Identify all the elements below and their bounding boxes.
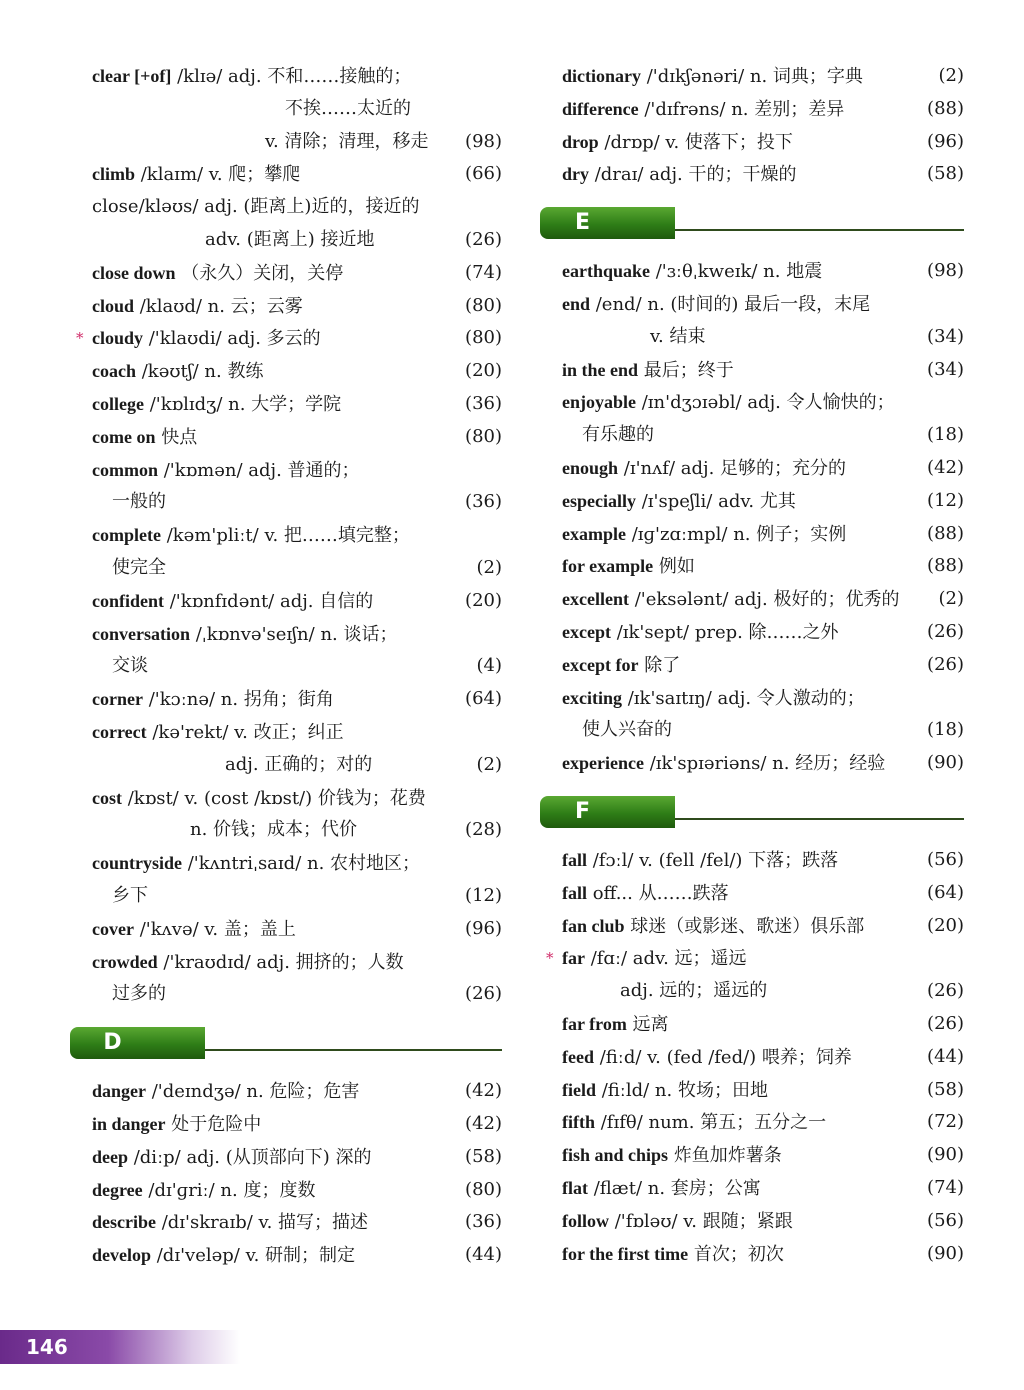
entry-text: flat /flæt/ n. 套房；公寓 [562,1177,761,1199]
page-reference: (20) [465,589,502,611]
page-reference: (36) [465,392,502,414]
entry-text: experience /ɪk'spɪəriəns/ n. 经历；经验 [562,753,886,775]
glossary-entry-line [540,93,970,126]
glossary-entry-line [70,290,508,323]
glossary-entry-line [540,975,970,1008]
glossary-entry-line [540,321,970,354]
glossary-entry-line [70,782,508,815]
glossary-entry-line [540,747,970,780]
section-letter-tab [540,207,675,239]
glossary-entry-line [540,386,970,419]
page-reference: (2) [476,753,502,775]
glossary-entry-line [540,583,970,616]
entry-text: 一般的 [112,491,166,513]
glossary-entry-line [540,877,970,910]
glossary-entry-line [540,518,970,551]
entry-text: fish and chips 炸鱼加炸薯条 [562,1145,782,1167]
entry-text: cloudy /'klaʊdi/ adj. 多云的 [92,328,321,350]
glossary-entry-line [70,519,508,552]
page-reference: (4) [476,655,502,677]
section-header-f [540,788,970,836]
entry-text: fall /fɔːl/ v. (fell /fel/) 下落；跌落 [562,849,839,871]
glossary-entry-line [540,682,970,715]
entry-text: dictionary /'dɪkʃənəri/ n. 词典；字典 [562,66,863,87]
glossary-entry-line [540,1172,970,1205]
page-reference: (72) [927,1111,964,1133]
asterisk-marker: * [546,949,554,968]
asterisk-marker: * [76,329,84,348]
page-reference: (66) [465,163,502,185]
page-reference: (98) [927,260,964,282]
entry-text: cost /kɒst/ v. (cost /kɒst/) 价钱为；花费 [92,787,426,809]
left-column [70,60,508,1272]
page-reference: (96) [465,917,502,939]
glossary-entry-line [540,1238,970,1271]
page-reference: (42) [465,1080,502,1102]
page-reference: (26) [465,228,502,250]
glossary-entry-line [70,683,508,716]
glossary-entry-line [70,126,508,159]
glossary-entry-line [70,650,508,683]
glossary-entry-line [70,355,508,388]
glossary-entry-line [70,486,508,519]
entry-text: except /ɪk'sept/ prep. 除……之外 [562,621,839,643]
entry-text: crowded /'kraʊdɪd/ adj. 拥挤的；人数 [92,951,404,973]
page-reference: (90) [927,752,964,774]
page-reference: (36) [465,1211,502,1233]
section-letter-tab [540,796,675,828]
page-reference: (20) [927,914,964,936]
glossary-entry-line [70,1075,508,1108]
page-reference: (20) [465,360,502,382]
glossary-entry-line [540,1008,970,1041]
right-column [540,60,970,1270]
page-reference: (56) [927,848,964,870]
glossary-entry-line [70,1141,508,1174]
entry-text: v. 结束 [650,325,706,347]
entry-text: example /ɪɡ'zɑːmpl/ n. 例子；实例 [562,523,847,545]
page-reference: (98) [465,130,502,152]
page-reference: (90) [927,1242,964,1264]
glossary-entry-line [540,616,970,649]
entry-text: adv. (距离上) 接近地 [205,228,375,250]
entry-text: college /'kɒlɪdʒ/ n. 大学；学院 [92,393,342,415]
page-reference: (26) [927,620,964,642]
entry-text: end /end/ n. (时间的) 最后一段，末尾 [562,293,871,315]
page-reference: (88) [927,555,964,577]
entry-text: describe /dɪ'skraɪb/ v. 描写；描述 [92,1212,369,1234]
page-reference: (2) [938,588,964,610]
glossary-entry-line [540,1205,970,1238]
entry-text: 使人兴奋的 [582,719,672,741]
entry-text: fall off... 从……跌落 [562,882,729,904]
glossary-entry-line [540,126,970,159]
entry-text: difference /'dɪfrəns/ n. 差别；差异 [562,98,845,120]
entry-text: climb /klaɪm/ v. 爬；攀爬 [92,164,301,186]
glossary-entry-line [70,1239,508,1272]
page-reference: (12) [465,884,502,906]
section-header-d [70,1019,508,1067]
page-reference: (2) [938,65,964,86]
glossary-entry-line [70,257,508,290]
section-letter: D [103,1030,122,1056]
entry-text: deep /diːp/ adj. (从顶部向下) 深的 [92,1146,372,1168]
entry-text: fan club 球迷（或影迷、歌迷）俱乐部 [562,915,865,937]
section-letter: E [574,210,591,236]
glossary-entry-line [70,224,508,257]
glossary-entry-line [540,942,970,975]
glossary-entry-line [540,1041,970,1074]
entry-text: clear [+of] /klɪə/ adj. 不和……接触的； [92,66,412,87]
entry-text: 过多的 [112,983,166,1005]
glossary-entry-line [540,550,970,583]
page-reference: (58) [465,1145,502,1167]
entry-text: adj. 正确的；对的 [225,753,373,775]
entry-text: come on 快点 [92,426,198,448]
page-reference: (90) [927,1144,964,1166]
glossary-entry-line [70,913,508,946]
section-letter-tab [70,1027,205,1059]
entry-text: fifth /fɪfθ/ num. 第五；五分之一 [562,1112,827,1134]
glossary-entry-line [540,60,970,93]
page-reference: (2) [476,556,502,578]
glossary-entry-line [70,421,508,454]
page-reference: (34) [927,358,964,380]
page-reference: (42) [927,456,964,478]
entry-text: v. 清除；清理，移走 [265,130,429,152]
entry-text: corner /'kɔːnə/ n. 拐角；街角 [92,689,334,711]
entry-text: except for 除了 [562,654,681,676]
glossary-entry-line [70,814,508,847]
entry-text: coach /kəʊtʃ/ n. 教练 [92,361,264,383]
page-reference: (80) [465,327,502,349]
entry-text: excellent /'eksələnt/ adj. 极好的；优秀的 [562,589,900,611]
page-reference: (56) [927,1209,964,1231]
glossary-entry-line [540,288,970,321]
entry-text: far from 远离 [562,1013,669,1035]
glossary-entry-line [70,1174,508,1207]
page-reference: (58) [927,1078,964,1100]
entry-text: feed /fiːd/ v. (fed /fed/) 喂养；饲养 [562,1046,852,1068]
glossary-entry-line [70,454,508,487]
page-reference: (44) [465,1244,502,1266]
entry-text: drop /drɒp/ v. 使落下；投下 [562,131,793,153]
glossary-entry-line [70,1108,508,1141]
glossary-entry-line [70,585,508,618]
entry-text: field /fiːld/ n. 牧场；田地 [562,1079,768,1101]
entry-text: 乡下 [112,884,148,906]
glossary-entry-line [540,485,970,518]
glossary-entry-line [70,322,508,355]
page-reference: (74) [465,261,502,283]
glossary-entry-line [70,847,508,880]
page-reference: (26) [927,980,964,1002]
entry-text: close/kləʊs/ adj. (距离上)近的，接近的 [92,196,420,218]
page-number-bar [0,1330,240,1364]
page-reference: (44) [927,1045,964,1067]
entry-text: far /fɑː/ adv. 远；遥远 [562,948,747,970]
page-reference: (58) [927,163,964,185]
entry-text: enough /ɪ'nʌf/ adj. 足够的；充分的 [562,457,847,479]
page-reference: (42) [465,1112,502,1134]
glossary-entry-line [70,880,508,913]
entry-text: in the end 最后；终于 [562,359,734,381]
entry-text: close down （永久）关闭，关停 [92,262,344,284]
glossary-entry-line [540,452,970,485]
page-reference: (34) [927,325,964,347]
page-reference: (88) [927,522,964,544]
page-reference: (80) [465,294,502,316]
entry-text: countryside /'kʌntriˌsaɪd/ n. 农村地区； [92,853,421,875]
page-reference: (80) [465,1178,502,1200]
entry-text: correct /kə'rekt/ v. 改正；纠正 [92,721,344,743]
glossary-entry-line [70,388,508,421]
entry-text: conversation /ˌkɒnvə'seɪʃn/ n. 谈话； [92,623,398,645]
section-letter: F [574,798,591,824]
page-reference: (64) [465,688,502,710]
glossary-entry-line [70,93,508,126]
entry-text: common /'kɒmən/ adj. 普通的； [92,459,360,481]
page-reference: (80) [465,425,502,447]
glossary-entry-line [540,910,970,943]
entry-text: 有乐趣的 [582,424,654,446]
glossary-entry-line [70,158,508,191]
entry-text: cloud /klaʊd/ n. 云；云雾 [92,295,303,317]
page-number: 146 [26,1335,68,1359]
entry-text: 使完全 [112,556,166,578]
glossary-entry-line [70,1206,508,1239]
page-reference: (18) [927,719,964,741]
page-reference: (26) [465,983,502,1005]
glossary-entry-line [70,191,508,224]
glossary-entry-line [70,618,508,651]
glossary-entry-line [540,419,970,452]
glossary-entry-line [70,716,508,749]
glossary-entry-line [540,1074,970,1107]
page-reference: (36) [465,491,502,513]
page-reference: (64) [927,881,964,903]
entry-text: n. 价钱；成本；代价 [190,819,358,841]
glossary-entry-line [70,946,508,979]
entry-text: for the first time 首次；初次 [562,1243,784,1265]
page-reference: (26) [927,1012,964,1034]
entry-text: confident /'kɒnfɪdənt/ adj. 自信的 [92,590,374,612]
entry-text: in danger 处于危险中 [92,1113,262,1135]
entry-text: 不挨……太近的 [285,97,411,119]
glossary-entry-line [540,158,970,191]
glossary-entry-line [540,714,970,747]
glossary-entry-line [540,1139,970,1172]
page-reference: (26) [927,653,964,675]
glossary-entry-line [540,1106,970,1139]
glossary-entry-line [70,978,508,1011]
entry-text: follow /'fɒləʊ/ v. 跟随；紧跟 [562,1210,793,1232]
page-reference: (88) [927,97,964,119]
entry-text: earthquake /'ɜːθˌkweɪk/ n. 地震 [562,261,823,283]
entry-text: complete /kəm'pliːt/ v. 把……填完整； [92,525,410,547]
page-reference: (28) [465,819,502,841]
entry-text: exciting /ɪk'saɪtɪŋ/ adj. 令人激动的； [562,687,865,709]
entry-text: especially /ɪ'speʃli/ adv. 尤其 [562,490,796,512]
glossary-entry-line [540,255,970,288]
glossary-entry-line [70,60,508,93]
entry-text: adj. 远的；遥远的 [620,980,768,1002]
entry-text: develop /dɪ'veləp/ v. 研制；制定 [92,1245,356,1267]
glossary-entry-line [70,749,508,782]
entry-text: enjoyable /ɪn'dʒɔɪəbl/ adj. 令人愉快的； [562,392,895,414]
page-reference: (12) [927,489,964,511]
glossary-entry-line [70,552,508,585]
glossary-entry-line [540,649,970,682]
entry-text: 交谈 [112,655,148,677]
entry-text: dry /draɪ/ adj. 干的；干燥的 [562,164,797,186]
page-reference: (74) [927,1176,964,1198]
entry-text: degree /dɪ'ɡriː/ n. 度；度数 [92,1179,316,1201]
entry-text: cover /'kʌvə/ v. 盖；盖上 [92,918,296,940]
page-reference: (96) [927,130,964,152]
page-reference: (18) [927,424,964,446]
section-header-e [540,199,970,247]
glossary-entry-line [540,844,970,877]
entry-text: danger /'deɪndʒə/ n. 危险；危害 [92,1081,360,1103]
glossary-entry-line [540,354,970,387]
entry-text: for example 例如 [562,556,695,578]
